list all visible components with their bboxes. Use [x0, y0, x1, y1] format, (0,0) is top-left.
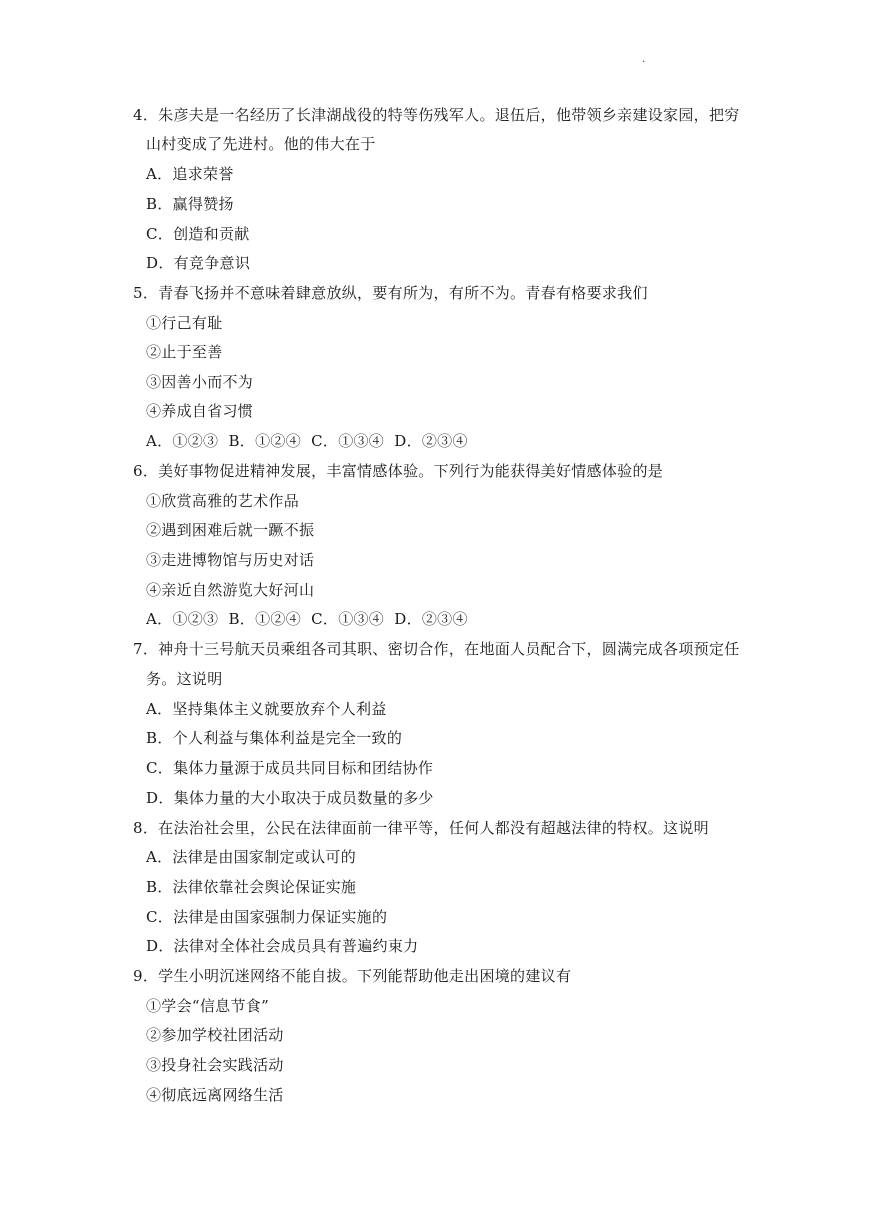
answer-option: A．法律是由国家制定或认可的: [146, 848, 357, 866]
statement-item: ③投身社会实践活动: [146, 1056, 284, 1074]
answer-option: C．法律是由国家强制力保证实施的: [146, 908, 388, 926]
answer-option: A．追求荣誉: [146, 165, 234, 183]
statement-item: ①欣赏高雅的艺术作品: [146, 492, 300, 510]
answer-option: A．坚持集体主义就要放弃个人利益: [146, 700, 387, 718]
answer-options-row: A．①②③ B．①②④ C．①③④ D．②③④: [146, 432, 468, 450]
answer-option: B．赢得赞扬: [146, 195, 234, 213]
answer-option: D．有竞争意识: [146, 254, 251, 272]
question-stem-continued: 山村变成了先进村。他的伟大在于: [146, 135, 376, 153]
statement-item: ②止于至善: [146, 343, 223, 361]
statement-item: ④亲近自然游览大好河山: [146, 581, 315, 599]
question-stem: 6．美好事物促进精神发展，丰富情感体验。下列行为能获得美好情感体验的是: [133, 462, 664, 480]
question-stem: 9．学生小明沉迷网络不能自拔。下列能帮助他走出困境的建议有: [133, 967, 572, 985]
answer-option: C．集体力量源于成员共同目标和团结协作: [146, 759, 434, 777]
statement-item: ④彻底远离网络生活: [146, 1086, 284, 1104]
answer-option: D．法律对全体社会成员具有普遍约束力: [146, 937, 419, 955]
statement-item: ②遇到困难后就一蹶不振: [146, 521, 315, 539]
question-stem: 5．青春飞扬并不意味着肆意放纵，要有所为，有所不为。青春有格要求我们: [133, 284, 648, 302]
answer-options-row: A．①②③ B．①②④ C．①③④ D．②③④: [146, 610, 468, 628]
question-stem: 4．朱彦夫是一名经历了长津湖战役的特等伤残军人。退伍后，他带领乡亲建设家园，把穷: [133, 106, 740, 124]
statement-item: ③因善小而不为: [146, 373, 254, 391]
answer-option: B．个人利益与集体利益是完全一致的: [146, 729, 403, 747]
statement-item: ②参加学校社团活动: [146, 1026, 284, 1044]
statement-item: ③走进博物馆与历史对话: [146, 551, 315, 569]
question-stem: 8．在法治社会里，公民在法律面前一律平等，任何人都没有超越法律的特权。这说明: [133, 819, 709, 837]
question-stem: 7．神舟十三号航天员乘组各司其职、密切合作，在地面人员配合下，圆满完成各项预定任: [133, 640, 740, 658]
statement-item: ①行己有耻: [146, 314, 223, 332]
answer-option: B．法律依靠社会舆论保证实施: [146, 878, 357, 896]
answer-option: D．集体力量的大小取决于成员数量的多少: [146, 789, 434, 807]
answer-option: C．创造和贡献: [146, 225, 250, 243]
question-stem-continued: 务。这说明: [146, 670, 223, 688]
statement-item: ④养成自省习惯: [146, 402, 254, 420]
header-mark: .: [642, 54, 646, 65]
statement-item: ①学会“信息节食”: [146, 997, 270, 1015]
